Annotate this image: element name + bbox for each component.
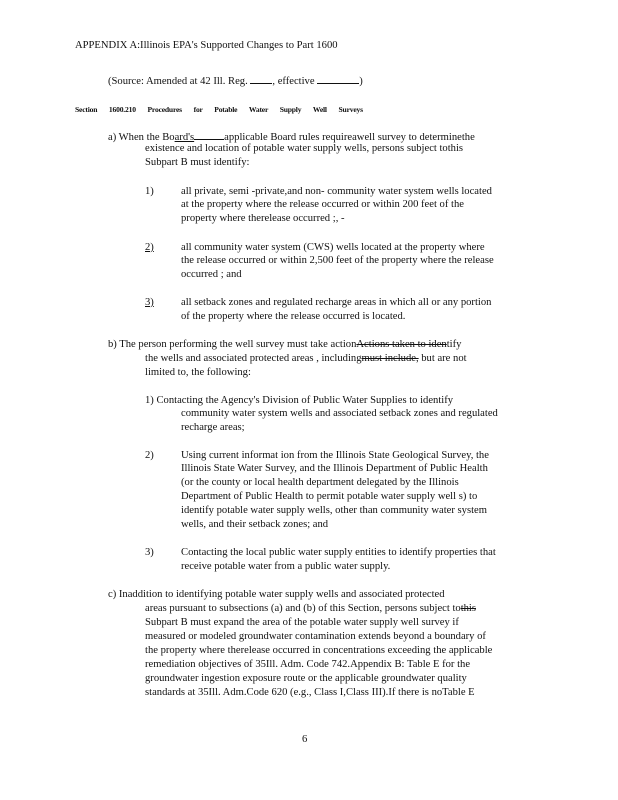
para-b-text-cont: but are not [418, 353, 467, 364]
item-b2-line: Illinois State Water Survey, and the Illinois Department of Public Health [181, 463, 488, 474]
item-b2-line: Department of Public Health to permit potable water supply well s) to [181, 491, 478, 502]
item-b1-text: Contacting the Agency's Division of Public Water Supplies to identify [156, 395, 454, 406]
para-c-line: Subpart B must expand the area of the potable water supply well survey if [145, 617, 459, 628]
para-c-text: areas pursuant to subsections (a) and (b) of this Section, persons subject to [145, 603, 461, 614]
para-c-line-1: c) Inaddition to identifying potable water supply wells and associated protected [108, 589, 445, 600]
section-heading: Section 1600.210 Procedures for Potable Water Supply Well Surveys [75, 105, 363, 114]
para-a-line-1 [108, 130, 475, 144]
item-a3-line: all setback zones and regulated recharge areas in which all or any portion [181, 297, 492, 308]
para-b-line-2 [145, 353, 467, 365]
para-c-line: standards at 35Ill. Adm.Code 620 (e.g., Class I,Class III).If there is noTable E [145, 687, 475, 698]
struck-text: Actions taken to iden [356, 339, 447, 350]
para-c-line-2 [145, 603, 476, 615]
para-b-text: b) The person performing the well survey must take action [108, 339, 357, 350]
item-b2-line: wells, and their setback zones; and [181, 519, 329, 530]
para-c-line: the property where therelease occurred in concentrations exceeding the applicable [145, 645, 493, 656]
struck-text: this [460, 603, 476, 614]
item-b2-line: Using current informat ion from the Illinois State Geological Survey, the [181, 450, 489, 461]
effective-date-blank [317, 74, 359, 84]
para-a-text: a) When the Bo [108, 132, 175, 143]
para-b-text: the wells and associated protected areas , including [145, 353, 362, 364]
register-blank [250, 74, 272, 84]
item-a2-line: the release occurred or within 2,500 feet of the property where the release [181, 255, 494, 266]
item-b1-line: community water system wells and associated setback zones and regulated [181, 408, 498, 419]
item-a1-number: 1) [145, 186, 154, 197]
appendix-heading: APPENDIX A:Illinois EPA's Supported Changes to Part 1600 [75, 40, 338, 51]
item-a1-line: all private, semi -private,and non- community water system wells located [181, 186, 492, 197]
item-a3-line: of the property where the release occurred is located. [181, 311, 406, 322]
para-c-line: groundwater ingestion exposure route or the applicable groundwater quality [145, 673, 467, 684]
source-prefix: (Source: Amended at 42 Ill. Reg. [108, 76, 248, 87]
item-a2-line: all community water system (CWS) wells located at the property where [181, 242, 485, 253]
item-b1-number: 1) [145, 395, 154, 406]
source-effective: , effective [272, 76, 315, 87]
para-c-line: measured or modeled groundwater contamination extends beyond a boundary of [145, 631, 486, 642]
item-b1-line: recharge areas; [181, 422, 245, 433]
para-a-line-2: existence and location of potable water supply wells, persons subject tothis [145, 143, 464, 154]
item-a1-line: property where therelease occurred ;, - [181, 213, 345, 224]
item-b3-line: receive potable water from a public water supply. [181, 561, 391, 572]
page-number: 6 [302, 734, 308, 745]
item-a1-line: at the property where the release occurred or within 200 feet of the [181, 199, 464, 210]
item-b3-line: Contacting the local public water supply entities to identify properties that [181, 547, 496, 558]
para-b-line-1 [108, 339, 461, 351]
source-note [108, 74, 363, 88]
item-b2-number: 2) [145, 450, 154, 461]
boards-underlined: ard's [174, 132, 195, 143]
item-b2-line: identify potable water supply wells, other than community water system [181, 505, 487, 516]
underline-gap [194, 130, 224, 140]
item-a2-number: 2) [145, 242, 154, 253]
para-c-line: remediation objectives of 35Ill. Adm. Code 742.Appendix B: Table E for the [145, 659, 471, 670]
para-b-line-3: limited to, the following: [145, 367, 251, 378]
para-a-text-cont: applicable Board rules requireawell survey to determinethe [224, 132, 475, 143]
item-a2-line: occurred ; and [181, 269, 242, 280]
item-b2-line: (or the county or local health department delegated by the Illinois [181, 477, 459, 488]
item-b3-number: 3) [145, 547, 154, 558]
item-b1-first-line [145, 395, 453, 407]
para-b-text-cont: tify [446, 339, 462, 350]
item-a3-number: 3) [145, 297, 154, 308]
struck-text: must include, [361, 353, 419, 364]
para-a-line-3: Subpart B must identify: [145, 157, 250, 168]
source-close: ) [359, 76, 363, 87]
